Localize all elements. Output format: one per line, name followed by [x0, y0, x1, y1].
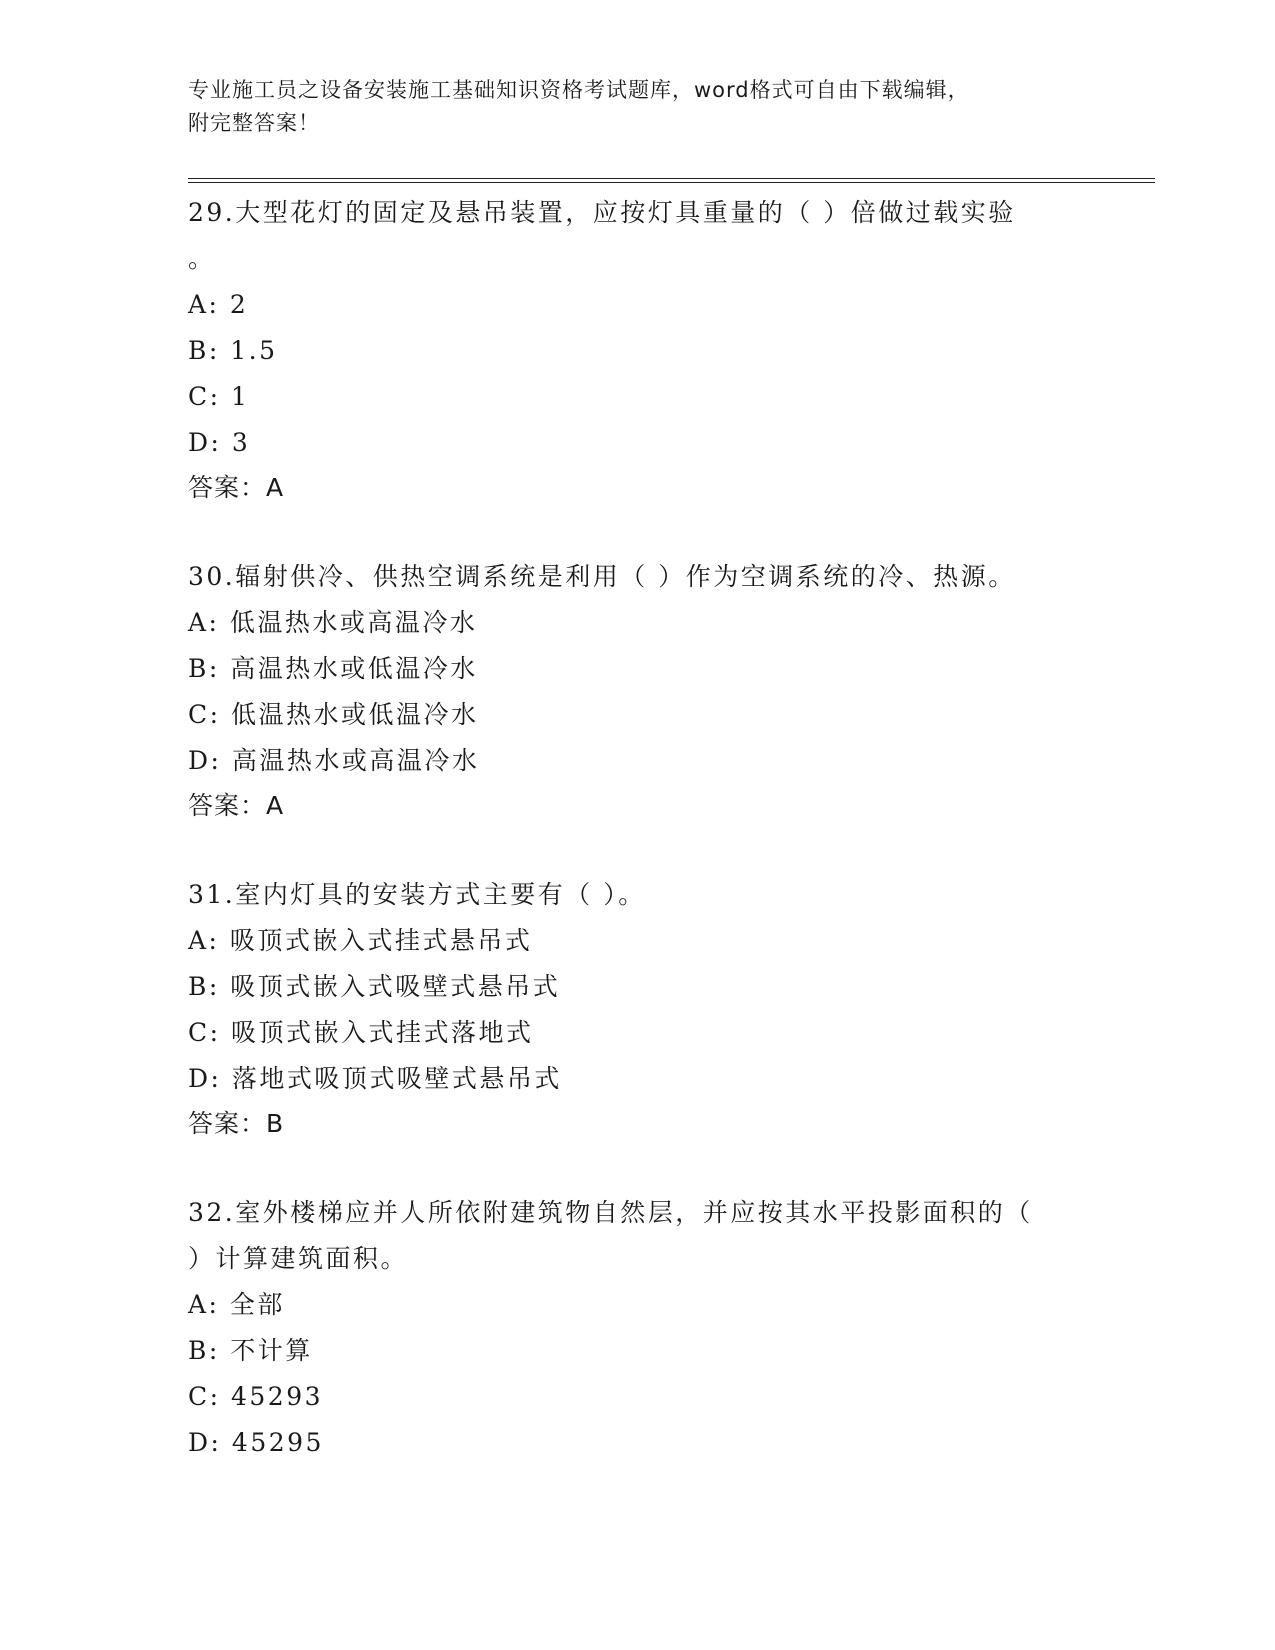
- question-spacer: [188, 510, 1088, 554]
- option-c: C: 低温热水或低温冷水: [188, 700, 479, 729]
- answer: 答案：A: [188, 791, 285, 820]
- option-d: D: 45295: [188, 1428, 324, 1457]
- option-d: D: 落地式吸顶式吸壁式悬吊式: [188, 1064, 562, 1093]
- header-line-1: 专业施工员之设备安装施工基础知识资格考试题库，word格式可自由下载编辑，: [188, 78, 970, 102]
- header-divider-bottom: [188, 182, 1155, 183]
- option-c: C: 1: [188, 382, 250, 411]
- option-a: A: 全部: [188, 1290, 285, 1319]
- answer: 答案：A: [188, 473, 285, 502]
- header-divider-top: [188, 178, 1155, 179]
- question-spacer: [188, 1146, 1088, 1190]
- option-b: B: 不计算: [188, 1336, 313, 1365]
- question-spacer: [188, 828, 1088, 872]
- option-a: A: 吸顶式嵌入式挂式悬吊式: [188, 926, 533, 955]
- question-text: 31.室内灯具的安装方式主要有（ ）。: [188, 880, 646, 909]
- option-b: B: 高温热水或低温冷水: [188, 654, 478, 683]
- option-c: C: 45293: [188, 1382, 324, 1411]
- option-c: C: 吸顶式嵌入式挂式落地式: [188, 1018, 534, 1047]
- question-30: [188, 554, 1088, 828]
- option-a: A: 2: [188, 290, 249, 319]
- question-text: 32.室外楼梯应并人所依附建筑物自然层，并应按其水平投影面积的（: [188, 1198, 1033, 1227]
- option-d: D: 3: [188, 428, 251, 457]
- question-32: [188, 1190, 1088, 1466]
- option-b: B: 吸顶式嵌入式吸壁式悬吊式: [188, 972, 561, 1001]
- question-text: 29.大型花灯的固定及悬吊装置，应按灯具重量的（ ）倍做过载实验: [188, 198, 1016, 227]
- answer: 答案：B: [188, 1109, 285, 1138]
- question-29: [188, 190, 1088, 510]
- option-d: D: 高温热水或高温冷水: [188, 746, 480, 775]
- question-31: [188, 872, 1088, 1146]
- document-header: [188, 74, 1088, 140]
- question-text: 30.辐射供冷、供热空调系统是利用（ ）作为空调系统的冷、热源。: [188, 562, 1016, 591]
- option-b: B: 1.5: [188, 336, 278, 365]
- header-line-2: 附完整答案！: [188, 111, 320, 135]
- question-list: [188, 190, 1088, 1466]
- question-text-continued: 。: [188, 244, 216, 273]
- option-a: A: 低温热水或高温冷水: [188, 608, 478, 637]
- question-text-continued: ）计算建筑面积。: [188, 1244, 409, 1273]
